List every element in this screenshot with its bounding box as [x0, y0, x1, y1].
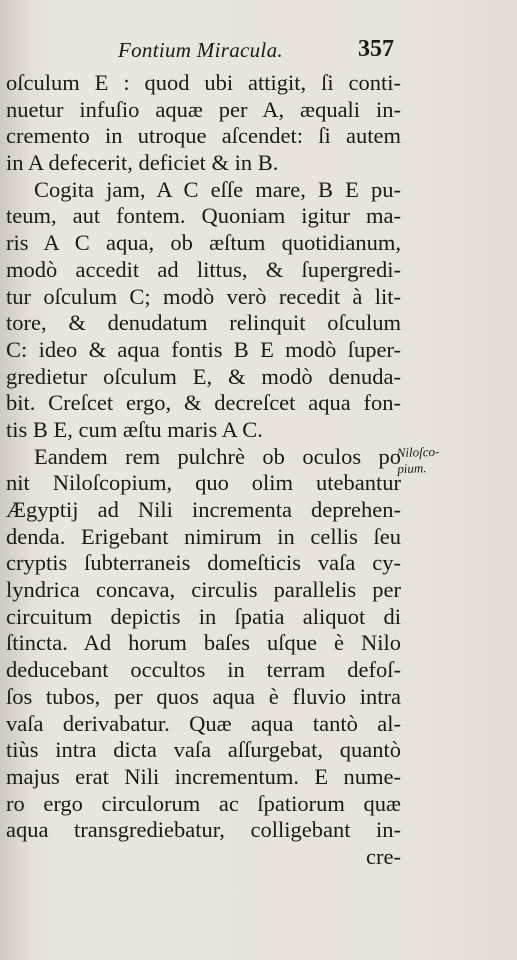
text-line: majus erat Nili incrementum. E nume-: [6, 763, 401, 789]
text-line: bit. Creſcet ergo, & decreſcet aqua fon-: [6, 390, 401, 416]
text-line: nit Niloſcopium, quo olim utebantur: [6, 470, 401, 496]
text-line: ris A C aqua, ob æſtum quotidianum,: [6, 230, 401, 256]
text-line: ſtincta. Ad horum baſes uſque è Nilo: [6, 630, 401, 656]
text-line: ſos tubos, per quos aqua è fluvio intra: [6, 683, 401, 709]
text-line: cryptis ſubterraneis domeſticis vaſa cy-: [6, 550, 401, 576]
text-line: tiùs intra dicta vaſa aſſurgebat, quantò: [6, 737, 401, 763]
text-line: tore, & denudatum relinquit oſculum: [6, 310, 401, 336]
text-line: tis B E, cum æſtu maris A C.: [6, 416, 263, 442]
text-line: Cogita jam, A C eſſe mare, B E pu-: [34, 176, 401, 202]
text-line: gredietur oſculum E, & modò denuda-: [6, 363, 401, 389]
running-title: Fontium Miracula.: [118, 38, 283, 62]
text-line: deducebant occultos in terram defoſ-: [6, 657, 401, 683]
text-line: in A defecerit, deficiet & in B.: [6, 150, 279, 176]
text-line: nuetur infuſio aquæ per A, æquali in-: [6, 96, 401, 122]
text-line: oſculum E : quod ubi attigit, ſi conti-: [6, 70, 401, 95]
marginal-note: [396, 443, 467, 477]
text-line: Ægyptij ad Nili incrementa deprehen-: [6, 497, 401, 522]
text-line: modò accedit ad littus, & ſupergredi-: [6, 256, 401, 282]
text-line: circuitum depictis in ſpatia aliquot di: [6, 603, 401, 629]
page-number: 357: [358, 36, 394, 62]
page-header: [0, 36, 517, 70]
text-line: lyndrica concava, circulis parallelis per: [6, 577, 401, 603]
text-body: [6, 70, 401, 871]
text-line: Eandem rem pulchrè ob oculos po: [34, 443, 401, 469]
text-line: denda. Erigebant nimirum in cellis ſeu: [6, 523, 401, 549]
text-line: aqua transgrediebatur, colligebant in-: [6, 817, 401, 843]
text-line: vaſa derivabatur. Quæ aqua tantò al-: [6, 710, 401, 736]
text-line: cremento in utroque aſcendet: ſi autem: [6, 123, 401, 149]
marginal-note-line: Niloſco-: [396, 443, 440, 461]
marginal-note-line: pium.: [397, 460, 427, 477]
text-line: teum, aut fontem. Quoniam igitur ma-: [6, 203, 401, 229]
text-line: tur oſculum C; modò verò recedit à lit-: [6, 283, 401, 309]
text-line: C: ideo & aqua fontis B E modò ſuper-: [6, 336, 401, 362]
text-line: ro ergo circulorum ac ſpatiorum quæ: [6, 790, 401, 816]
text-line: cre-: [366, 843, 401, 869]
